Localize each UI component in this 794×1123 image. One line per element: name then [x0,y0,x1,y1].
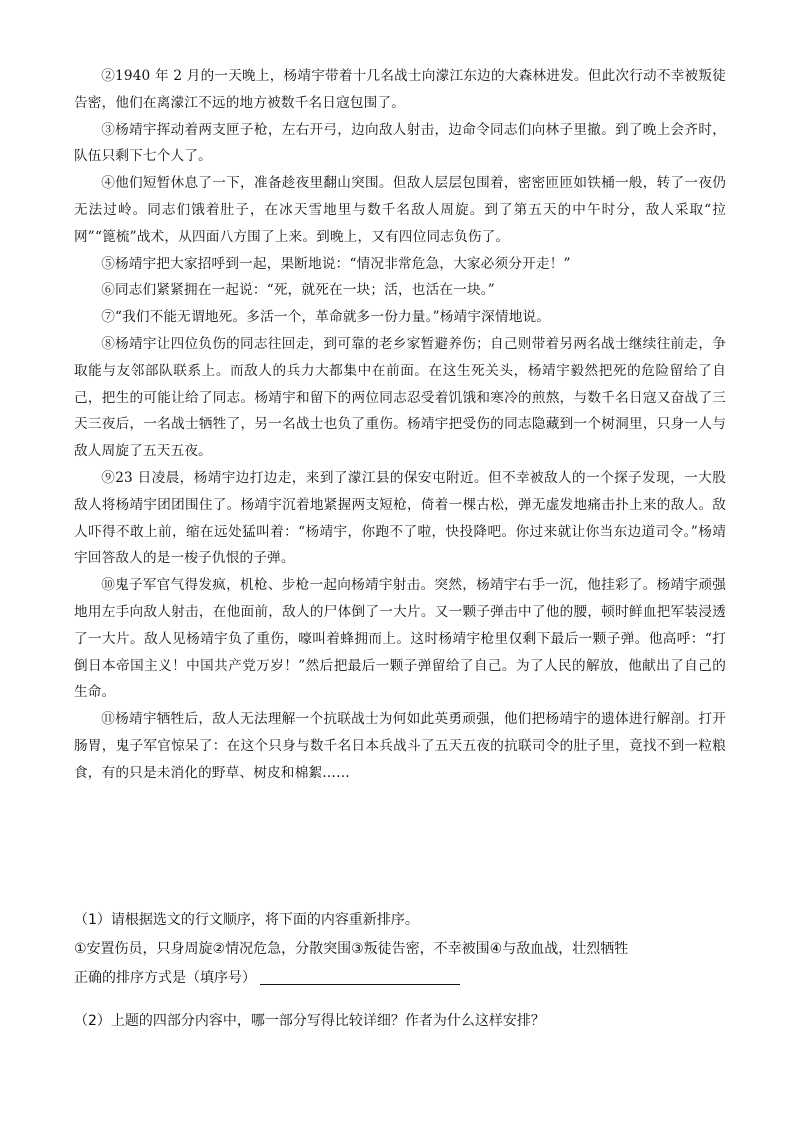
question-1-answer-line [74,964,726,993]
paragraph-3: ③杨靖宇挥动着两支匣子枪，左右开弓，边向敌人射击，边命令同志们向林子里撤。到了晚上会齐时，队伍只剩下七个人了。 [74,121,726,165]
question-1-prompt: （1）请根据选文的行文顺序，将下面的内容重新排序。 [74,912,419,928]
paragraph-10: ⑩鬼子军官气得发疯，机枪、步枪一起向杨靖宇射击。突然，杨靖宇右手一沉，他挂彩了。杨靖宇顽强地用左手向敌人射击，在他面前，敌人的尸体倒了一大片。又一颗子弹击中了他的腰，顿时鲜血把军装浸透了一大片。敌人见杨靖宇负了重伤，嚎叫着蜂拥而上。这时杨靖宇枪里仅剩下最后一颗子弹。他高呼：“打倒日本帝国主义！中国共产党万岁！”然后把最后一颗子弹留给了自己。为了人民的解放，他献出了自己的生命。 [74,577,726,701]
paragraph-6: ⑥同志们紧紧拥在一起说：“死，就死在一块；活，也活在一块。” [101,282,495,299]
paragraph-4: ④他们短暂休息了一下，准备趁夜里翻山突围。但敌人层层包围着，密密匝匝如铁桶一般，转了一夜仍无法过岭。同志们饿着肚子，在冰天雪地里与数千名敌人周旋。到了第五天的中午时分，敌人采取“拉网”“篦梳”战术，从四面八方围了上来。到晚上，又有四位同志负伤了。 [74,175,726,245]
paragraph-11: ⑪杨靖宇牺牲后，敌人无法理解一个抗联战士为何如此英勇顽强，他们把杨靖宇的遗体进行解剖。打开肠胃，鬼子军官惊呆了：在这个只身与数千名日本兵战斗了五天五夜的抗联司令的肚子里，竟找不到一粒粮食，有的只是未消化的野草、树皮和棉絮…… [74,711,726,781]
question-1-options: ①安置伤员，只身周旋②情况危急，分散突围③叛徒告密，不幸被围④与敌血战，壮烈牺牲 [74,941,629,957]
paragraph-5: ⑤杨靖宇把大家招呼到一起，果断地说：“情况非常危急，大家必须分开走！” [101,255,571,272]
paragraph-7: ⑦“我们不能无谓地死。多活一个，革命就多一份力量。”杨靖宇深情地说。 [101,309,551,326]
paragraph-8: ⑧杨靖宇让四位负伤的同志往回走，到可靠的老乡家暂避养伤；自己则带着另两名战士继续往前走，争取能与友邻部队联系上。而敌人的兵力大都集中在前面。在这生死关头，杨靖宇毅然把死的危险留给了自己，把生的可能让给了同志。杨靖宇和留下的两位同志忍受着饥饿和寒冷的煎熬，与数千名日寇又奋战了三天三夜后，一名战士牺牲了，另一名战士也负了重伤。杨靖宇把受伤的同志隐藏到一个树洞里，只身一人与敌人周旋了五天五夜。 [74,335,726,460]
answer-blank[interactable] [260,968,460,985]
question-2-prompt: （2）上题的四部分内容中，哪一部分写得比较详细？作者为什么这样安排？ [74,1013,545,1029]
questions-section [74,906,726,1036]
paragraph-9: ⑨23 日凌晨，杨靖宇边打边走，来到了濛江县的保安屯附近。但不幸被敌人的一个探子发现，一大股敌人将杨靖宇团团围住了。杨靖宇沉着地紧握两支短枪，倚着一棵古松，弹无虚发地痛击扑上来的敌人。敌人吓得不敢上前，缩在远处猛叫着：“杨靖宇，你跑不了啦，快投降吧。你过来就让你当东边道司令。”杨靖宇回答敌人的是一梭子仇恨的子弹。 [74,469,726,567]
reading-passage [74,63,726,787]
paragraph-2: ②1940 年 2 月的一天晚上，杨靖宇带着十几名战士向濛江东边的大森林进发。但此次行动不幸被叛徒告密，他们在离濛江不远的地方被数千名日寇包围了。 [74,68,726,111]
answer-label: 正确的排序方式是（填序号） [74,970,256,986]
